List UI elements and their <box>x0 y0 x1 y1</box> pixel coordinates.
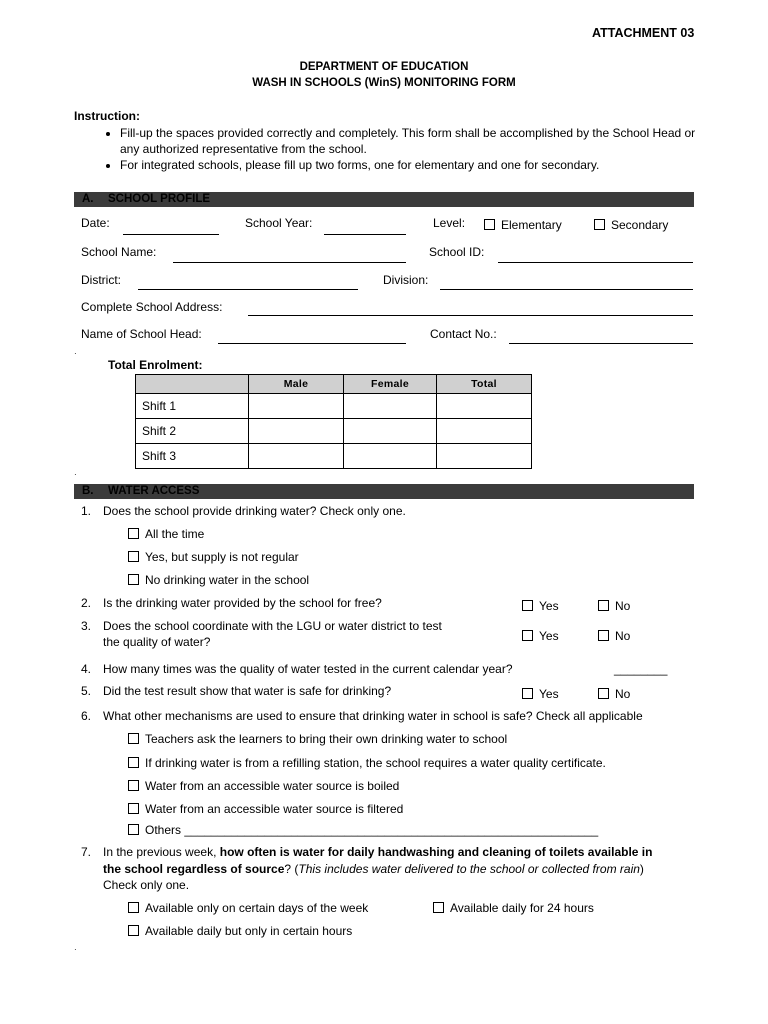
q3-text-line1: Does the school coordinate with the LGU or water district to test <box>103 619 442 633</box>
q7-number: 7. <box>81 845 92 859</box>
elementary-option[interactable] <box>484 218 562 232</box>
q1-option[interactable] <box>128 527 204 541</box>
checkbox-icon[interactable] <box>522 630 533 641</box>
yes-label: Yes <box>539 629 559 643</box>
q2-no[interactable] <box>598 599 630 613</box>
option-label: Teachers ask the learners to bring their own drinking water to school <box>145 732 508 746</box>
no-label: No <box>615 687 631 701</box>
male-cell[interactable] <box>249 444 344 469</box>
instruction-label: Instruction: <box>74 109 140 123</box>
school-name-field[interactable] <box>173 262 406 263</box>
margin-dot: · <box>74 470 77 479</box>
q6-option-others[interactable] <box>128 823 598 837</box>
section-b-letter: B. <box>82 485 94 497</box>
q7-text-part: ? ( <box>284 862 299 876</box>
q7-text-line1 <box>103 845 652 859</box>
q5-yes[interactable] <box>522 687 559 701</box>
table-header-total: Total <box>437 375 532 394</box>
checkbox-icon[interactable] <box>128 803 139 814</box>
table-row <box>136 444 532 469</box>
checkbox-icon[interactable] <box>128 528 139 539</box>
enrolment-table <box>135 374 532 469</box>
section-b-header <box>74 484 694 499</box>
q6-number: 6. <box>81 709 92 723</box>
q4-number: 4. <box>81 662 92 676</box>
q3-number: 3. <box>81 619 92 633</box>
table-header-row <box>136 375 532 394</box>
option-label: Water from an accessible water source is boiled <box>145 779 400 793</box>
instruction-item: • For integrated schools, please fill up two forms, one for elementary and one for secondary. <box>120 157 700 173</box>
checkbox-icon[interactable] <box>598 688 609 699</box>
date-field[interactable] <box>123 234 219 235</box>
q1-number: 1. <box>81 504 92 518</box>
q4-answer-field[interactable]: ________ <box>614 662 668 676</box>
instruction-list <box>78 125 700 173</box>
checkbox-icon[interactable] <box>594 219 605 230</box>
date-label: Date: <box>81 216 110 230</box>
q7-text-bold: how often is water for daily handwashing and cleaning of toilets available in <box>219 845 653 859</box>
female-cell[interactable] <box>344 419 437 444</box>
section-a-title: SCHOOL PROFILE <box>108 193 211 205</box>
q3-yes[interactable] <box>522 629 559 643</box>
margin-dot: · <box>74 945 77 954</box>
margin-dot: · <box>74 349 77 358</box>
option-label: No drinking water in the school <box>145 573 310 587</box>
option-label: Available only on certain days of the week <box>145 901 369 915</box>
q2-yes[interactable] <box>522 599 559 613</box>
checkbox-icon[interactable] <box>128 902 139 913</box>
shift-label: Shift 3 <box>136 444 249 469</box>
q3-no[interactable] <box>598 629 630 643</box>
option-label: If drinking water is from a refilling station, the school requires a water quality certificate. <box>145 756 606 770</box>
school-head-label: Name of School Head: <box>81 327 202 341</box>
option-label: Available daily for 24 hours <box>450 901 594 915</box>
secondary-option[interactable] <box>594 218 668 232</box>
address-label: Complete School Address: <box>81 300 223 314</box>
q2-number: 2. <box>81 596 92 610</box>
school-name-label: School Name: <box>81 245 157 259</box>
school-year-field[interactable] <box>324 234 406 235</box>
checkbox-icon[interactable] <box>128 733 139 744</box>
checkbox-icon[interactable] <box>598 630 609 641</box>
school-id-label: School ID: <box>429 245 485 259</box>
address-field[interactable] <box>248 315 693 316</box>
contact-field[interactable] <box>509 343 693 344</box>
division-label: Division: <box>383 273 429 287</box>
elementary-label: Elementary <box>501 218 562 232</box>
q7-text-bold: the school regardless of source <box>103 862 285 876</box>
checkbox-icon[interactable] <box>598 600 609 611</box>
q7-text-italic: This includes water delivered to the school or collected from rain <box>298 862 640 876</box>
q6-option[interactable] <box>128 756 606 770</box>
checkbox-icon[interactable] <box>128 551 139 562</box>
checkbox-icon[interactable] <box>128 574 139 585</box>
female-cell[interactable] <box>344 444 437 469</box>
total-cell[interactable] <box>437 419 532 444</box>
level-label: Level: <box>433 216 466 230</box>
q5-number: 5. <box>81 684 92 698</box>
option-label: Others ______________________________________________________________ <box>145 823 599 837</box>
district-field[interactable] <box>138 289 358 290</box>
checkbox-icon[interactable] <box>433 902 444 913</box>
shift-label: Shift 2 <box>136 419 249 444</box>
section-a-letter: A. <box>82 193 94 205</box>
checkbox-icon[interactable] <box>128 925 139 936</box>
q4-text: How many times was the quality of water tested in the current calendar year? <box>103 662 513 676</box>
contact-label: Contact No.: <box>430 327 497 341</box>
q7-text-line3: Check only one. <box>103 878 190 892</box>
form-title: WASH IN SCHOOLS (WinS) MONITORING FORM <box>252 77 516 89</box>
option-label: Available daily but only in certain hours <box>145 924 353 938</box>
q1-text: Does the school provide drinking water? Check only one. <box>103 504 406 518</box>
section-a-header <box>74 192 694 207</box>
option-label: Yes, but supply is not regular <box>145 550 299 564</box>
q5-text: Did the test result show that water is safe for drinking? <box>103 684 392 698</box>
yes-label: Yes <box>539 599 559 613</box>
table-header-male: Male <box>249 375 344 394</box>
checkbox-icon[interactable] <box>128 757 139 768</box>
q5-no[interactable] <box>598 687 630 701</box>
q7-option[interactable] <box>128 924 352 938</box>
department-title: DEPARTMENT OF EDUCATION <box>299 61 469 73</box>
school-id-field[interactable] <box>498 262 693 263</box>
total-cell[interactable] <box>437 394 532 419</box>
district-label: District: <box>81 273 121 287</box>
option-label: Water from an accessible water source is filtered <box>145 802 404 816</box>
q6-option[interactable] <box>128 732 507 746</box>
enrolment-label: Total Enrolment: <box>108 358 203 372</box>
q6-option[interactable] <box>128 779 399 793</box>
q7-text-part: In the previous week, <box>103 845 220 859</box>
school-year-label: School Year: <box>245 216 313 230</box>
q7-text-line2 <box>103 862 644 876</box>
male-cell[interactable] <box>249 394 344 419</box>
total-cell[interactable] <box>437 444 532 469</box>
school-head-field[interactable] <box>218 343 406 344</box>
checkbox-icon[interactable] <box>522 688 533 699</box>
table-row <box>136 419 532 444</box>
no-label: No <box>615 599 631 613</box>
q6-option[interactable] <box>128 802 403 816</box>
checkbox-icon[interactable] <box>484 219 495 230</box>
attachment-label: ATTACHMENT 03 <box>592 26 695 40</box>
q1-option[interactable] <box>128 573 309 587</box>
division-field[interactable] <box>440 289 693 290</box>
option-label: All the time <box>145 527 205 541</box>
male-cell[interactable] <box>249 419 344 444</box>
q7-text-part: ) <box>639 862 644 876</box>
table-header-cell <box>136 375 249 394</box>
yes-label: Yes <box>539 687 559 701</box>
table-header-female: Female <box>344 375 437 394</box>
no-label: No <box>615 629 631 643</box>
female-cell[interactable] <box>344 394 437 419</box>
checkbox-icon[interactable] <box>128 824 139 835</box>
q7-option[interactable] <box>433 901 594 915</box>
q7-option[interactable] <box>128 901 368 915</box>
shift-label: Shift 1 <box>136 394 249 419</box>
checkbox-icon[interactable] <box>522 600 533 611</box>
checkbox-icon[interactable] <box>128 780 139 791</box>
section-b-title: WATER ACCESS <box>108 485 200 497</box>
secondary-label: Secondary <box>611 218 669 232</box>
q1-option[interactable] <box>128 550 299 564</box>
q6-text: What other mechanisms are used to ensure that drinking water in school is safe? Check all applicable <box>103 709 643 723</box>
q2-text: Is the drinking water provided by the school for free? <box>103 596 382 610</box>
table-row <box>136 394 532 419</box>
instruction-item: • Fill-up the spaces provided correctly and completely. This form shall be accomplished by the School Head or any authorized representative from the school. <box>120 125 700 157</box>
q3-text-line2: the quality of water? <box>103 635 211 649</box>
